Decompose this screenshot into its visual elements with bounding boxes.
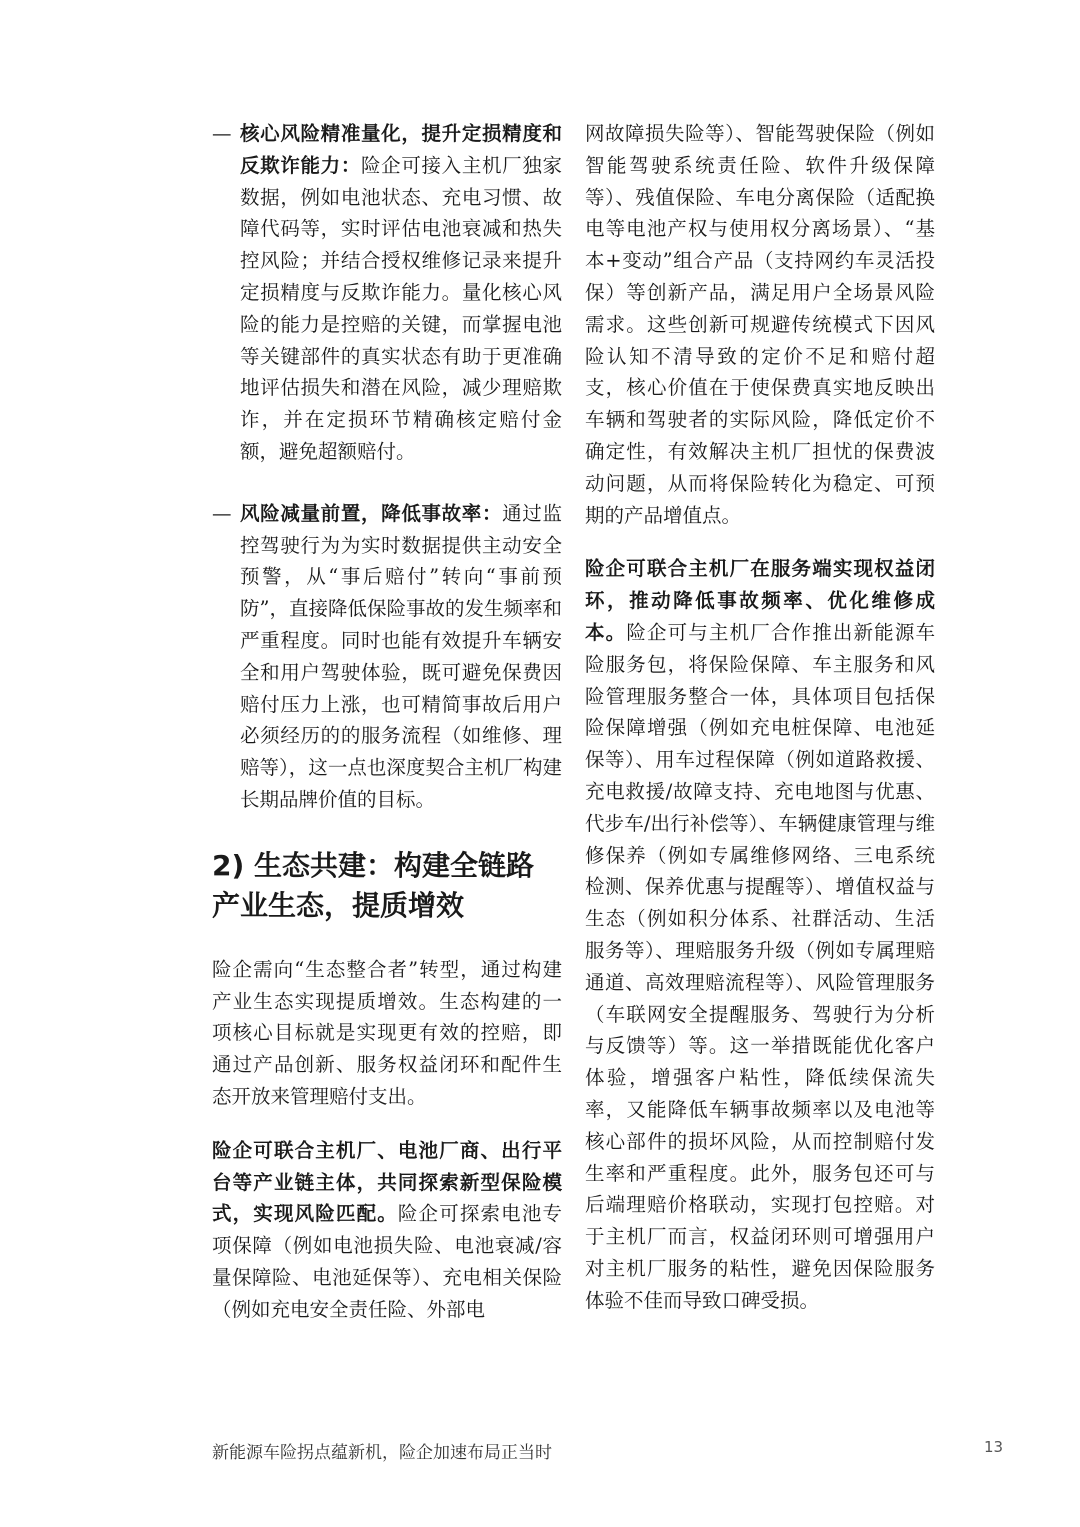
- bullet-heading: 核心风险精准量化，提升定损精度和反欺诈能力：: [240, 122, 562, 177]
- paragraph-lead: 险企可联合主机厂在服务端实现权益闭环，推动降低事故频率、优化维修成本。: [585, 557, 935, 644]
- paragraph-service-closed-loop: [585, 553, 935, 1316]
- bullet-dash: —: [212, 122, 232, 145]
- paragraph-body: 险企可探索电池专项保障（例如电池损失险、电池衰减/容量保障险、电池延保等）、充电相关保险（例如充电安全责任险、外部电: [212, 1202, 562, 1321]
- left-column: [212, 118, 562, 1348]
- bullet-dash: —: [212, 501, 232, 525]
- right-column: [585, 118, 935, 1338]
- page-number: 13: [984, 1438, 1004, 1456]
- paragraph-body: 险企可与主机厂合作推出新能源车险服务包，将保险保障、车主服务和风险管理服务整合一体，具体项目包括保险保障增强（例如充电桩保障、电池延保等）、用车过程保障（例如道路救援、充电救援/故障支持、充电地图与优惠、代步车/出行补偿等）、车辆健康管理与维修保养（例如专属维修网络、三电系统检测、保养优惠与提醒等）、增值权益与生态（例如积分体系、社群活动、生活服务等）、理赔服务升级（例如专属理赔通道、高效理赔流程等）、风险管理服务（车联网安全提醒服务、驾驶行为分析与反馈等）等。这一举措既能优化客户体验，增强客户粘性，降低续保流失率，又能降低车辆事故频率以及电池等核心部件的损坏风险，从而控制赔付发生率和严重程度。此外，服务包还可与后端理赔价格联动，实现打包控赔。对于主机厂而言，权益闭环则可增强用户对主机厂服务的粘性，避免因保险服务体验不佳而导致口碑受损。: [585, 620, 935, 1312]
- paragraph-ecosystem-intro: 险企需向“生态整合者”转型，通过构建产业生态实现提质增效。生态构建的一项核心目标就是实现更有效的控赔，即通过产品创新、服务权益闭环和配件生态开放来管理赔付支出。: [212, 957, 562, 1108]
- paragraph-innovative-products: 网故障损失险等）、智能驾驶保险（例如智能驾驶系统责任险、软件升级保障等）、残值保险、车电分离保险（适配换电等电池产权与使用权分离场景）、“基本+变动”组合产品（支持网约车灵活投保）等创新产品，满足用户全场景风险需求。这些创新可规避传统模式下因风险认知不清导致的定价不足和赔付超支，核心价值在于使保费真实地反映出车辆和驾驶者的实际风险，降低定价不确定性，有效解决主机厂担忧的保费波动问题，从而将保险转化为稳定、可预期的产品增值点。: [585, 122, 935, 527]
- bullet-risk-reduction: [212, 498, 562, 816]
- paragraph-lead: 险企可联合主机厂、电池厂商、出行平台等产业链主体，共同探索新型保险模式，实现风险匹配。: [212, 1138, 562, 1226]
- section-heading: 2) 生态共建：构建全链路产业生态，提质增效: [212, 848, 535, 922]
- bullet-heading: 风险减量前置，降低事故率：: [240, 501, 503, 525]
- footer-title: 新能源车险拐点蕴新机，险企加速布局正当时: [212, 1443, 552, 1463]
- bullet-body: 通过监控驾驶行为为实时数据提供主动安全预警，从“事后赔付”转向“事前预防”，直接降低保险事故的发生频率和严重程度。同时也能有效提升车辆安全和用户驾驶体验，既可避免保费因赔付压力上涨，也可精简事故后用户必须经历的的服务流程（如维修、理赔等），这一点也深度契合主机厂构建长期品牌价值的目标。: [240, 501, 562, 811]
- bullet-core-risk: [212, 118, 562, 468]
- bullet-body: 险企可接入主机厂独家数据，例如电池状态、充电习惯、故障代码等，实时评估电池衰减和热失控风险；并结合授权维修记录来提升定损精度与反欺诈能力。量化核心风险的能力是控赔的关键，而掌握电池等关键部件的真实状态有助于更准确地评估损失和潜在风险，减少理赔欺诈，并在定损环节精确核定赔付金额，避免超额赔付。: [240, 153, 562, 463]
- paragraph-new-insurance-models: [212, 1135, 562, 1326]
